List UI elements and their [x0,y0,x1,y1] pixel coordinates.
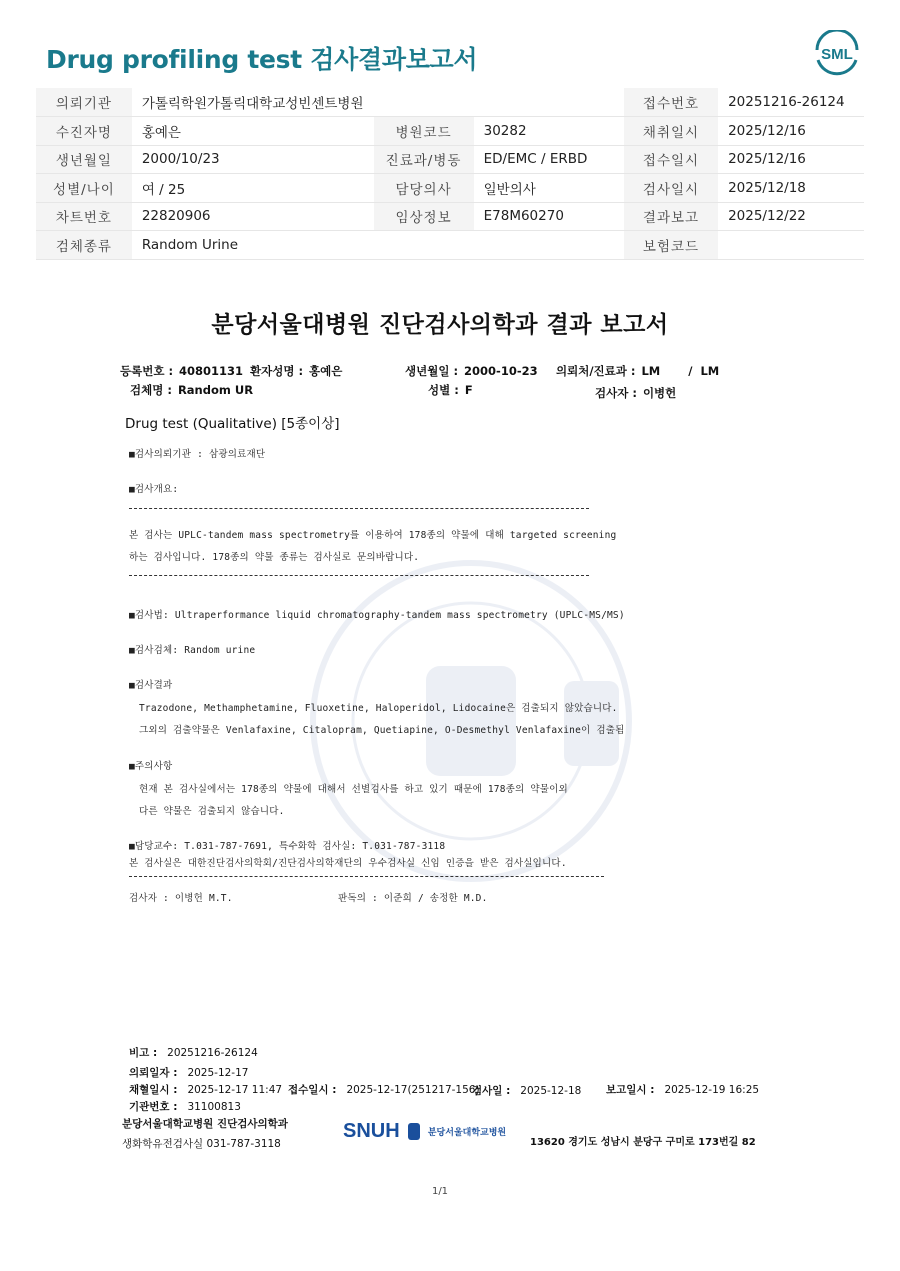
logo-text: SML [821,46,853,63]
info-value: 일반의사 [474,174,624,203]
overview-line-2: 하는 검사입니다. 178종의 약물 종류는 검사실로 문의바랍니다. [129,552,420,563]
info-label: 의뢰기관 [36,88,132,117]
info-value: 여 / 25 [132,174,374,203]
receipt-datetime: 접수일시 : 2025-12-17(251217-156) [288,1084,480,1096]
info-label: 검사일시 [624,174,718,203]
info-value: 홍예은 [132,117,374,146]
info-value: 2025/12/22 [718,202,864,231]
info-value [474,231,624,260]
info-label: 보험코드 [624,231,718,260]
info-value: ED/EMC / ERBD [474,145,624,174]
info-value: 30282 [474,117,624,146]
reg-no: 등록번호 : 40801131 [120,364,244,378]
info-value: 22820906 [132,202,374,231]
report-title: 분당서울대병원 진단검사의학과 결과 보고서 [211,312,669,338]
test-date: 검사일 : 2025-12-18 [472,1085,582,1097]
test-subtitle: Drug test (Qualitative) [5종이상] [125,416,340,432]
sex: 성별 : F [428,383,473,397]
specimen-line: ■검사검체: Random urine [129,645,256,656]
info-row [36,117,864,146]
overview-heading: ■검사개요: [129,484,179,495]
contact-line: ■담당교수: T.031-787-7691, 특수화학 검사실: T.031-787-3118 [129,841,446,852]
info-value: 가톨릭학원가톨릭대학교성빈센트병원 [132,88,374,117]
caution-heading: ■주의사항 [129,761,173,772]
info-value: 20251216-26124 [718,88,864,117]
info-label: 검체종류 [36,231,132,260]
result-heading: ■검사결과 [129,680,173,691]
info-row [36,174,864,203]
info-value [474,88,624,117]
info-label: 담당의사 [374,174,474,203]
result-line-2: 그외의 검출약물은 Venlafaxine, Citalopram, Quetiapine, O-Desmethyl Venlafaxine이 검출됨 [139,725,625,736]
divider [129,575,589,576]
divider [129,876,604,877]
info-value: 2025/12/18 [718,174,864,203]
info-label: 임상정보 [374,202,474,231]
result-line-1: Trazodone, Methamphetamine, Fluoxetine, Haloperidol, Lidocaine은 검출되지 않았습니다. [139,703,618,714]
address: 13620 경기도 성남시 분당구 구미로 173번길 82 [530,1137,756,1148]
info-value: E78M60270 [474,202,624,231]
info-label: 차트번호 [36,202,132,231]
info-label [374,88,474,117]
page-title: Drug profiling test 검사결과보고서 [46,45,478,74]
info-value [718,231,864,260]
remark: 비고 : 20251216-26124 [129,1047,258,1059]
snuh-logo-text: SNUH [343,1120,400,1142]
info-row [36,231,864,260]
info-label: 접수일시 [624,145,718,174]
snuh-logo-name: 분당서울대학교병원 [427,1128,507,1138]
info-label: 진료과/병동 [374,145,474,174]
info-label: 성별/나이 [36,174,132,203]
snuh-emblem-icon [408,1123,420,1140]
request-date: 의뢰일자 : 2025-12-17 [129,1067,249,1079]
info-value: 2025/12/16 [718,117,864,146]
lab-phone: 생화학유전검사실 031-787-3118 [122,1138,281,1150]
info-label: 접수번호 [624,88,718,117]
birth-date: 생년월일 : 2000-10-23 [405,364,538,378]
examiner: 검사자 : 이병헌 [595,386,677,400]
report-datetime: 보고일시 : 2025-12-19 16:25 [606,1084,760,1096]
info-row [36,145,864,174]
info-label: 수진자명 [36,117,132,146]
sml-logo [812,30,862,76]
info-label: 결과보고 [624,202,718,231]
org-number: 기관번호 : 31100813 [129,1101,241,1113]
page-number: 1/1 [431,1186,449,1197]
examiner-line: 검사자 : 이병헌 M.T. [129,893,233,904]
info-label: 병원코드 [374,117,474,146]
info-value: 2000/10/23 [132,145,374,174]
method-line: ■검사법: Ultraperformance liquid chromatography-tandem mass spectrometry (UPLC-MS/MS) [129,610,625,621]
divider [129,508,589,509]
requesting-org-line: ■검사의뢰기관 : 삼광의료재단 [129,449,266,460]
patient-name: 환자성명 : 홍예은 [250,364,343,378]
dept-name: 분당서울대학교병원 진단검사의학과 [122,1118,288,1130]
caution-line-1: 현재 본 검사실에서는 178종의 약물에 대해서 선별검사를 하고 있기 때문에 178종의 약물이외 [139,784,568,795]
snuh-logo [343,1120,513,1150]
info-row [36,202,864,231]
snuh-seal-watermark [306,556,636,886]
certification-line: 본 검사실은 대한진단검사의학회/진단검사의학재단의 우수검사실 신임 인증을 받은 검사실입니다. [129,858,567,869]
info-label: 채취일시 [624,117,718,146]
info-label [374,231,474,260]
info-value: Random Urine [132,231,374,260]
requesting-dept: 의뢰처/진료과 : LM / LM [556,364,720,378]
info-label: 생년월일 [36,145,132,174]
specimen-name: 검체명 : Random UR [130,383,254,397]
patient-info-table [36,88,864,260]
caution-line-2: 다른 약물은 검출되지 않습니다. [139,806,285,817]
collect-datetime: 채혈일시 : 2025-12-17 11:47 [129,1084,283,1096]
reading-doctor-line: 판독의 : 이준희 / 송정한 M.D. [338,893,488,904]
overview-line-1: 본 검사는 UPLC-tandem mass spectrometry를 이용하여 178종의 약물에 대해 targeted screening [129,530,617,541]
info-row [36,88,864,117]
info-value: 2025/12/16 [718,145,864,174]
